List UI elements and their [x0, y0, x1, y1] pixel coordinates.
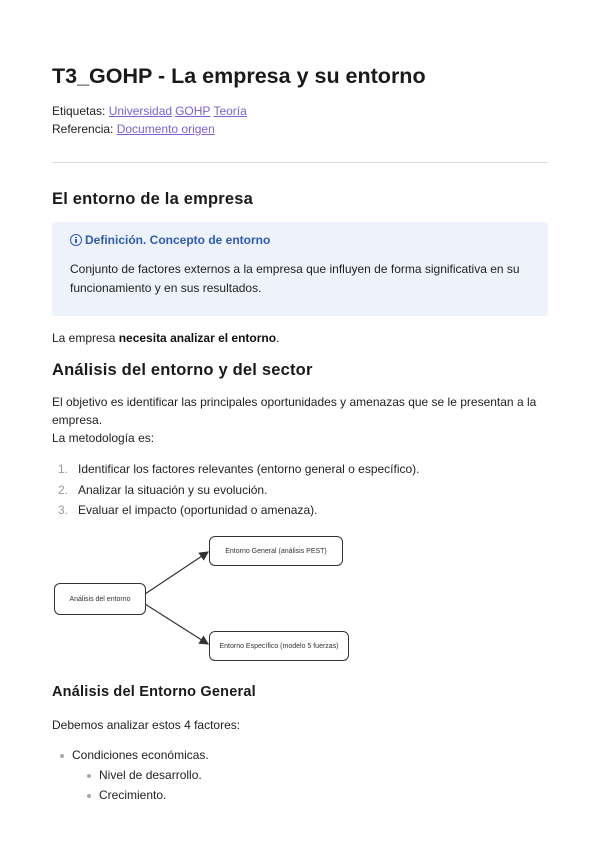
list-item: Condiciones económicas. — [72, 748, 209, 762]
sentence-suffix: . — [276, 331, 280, 345]
definition-callout — [52, 222, 548, 316]
callout-title — [70, 233, 270, 247]
tag-link-gohp[interactable]: GOHP — [175, 104, 211, 118]
list-item: 2. Analizar la situación y su evolución. — [58, 483, 268, 497]
info-icon — [70, 234, 82, 246]
tag-link-teoria[interactable]: Teoría — [213, 104, 247, 118]
tag-link-universidad[interactable]: Universidad — [108, 104, 173, 118]
section-heading-entorno-general: Análisis del Entorno General — [52, 684, 256, 700]
bullet — [87, 774, 91, 778]
list-item: Crecimiento. — [99, 788, 166, 802]
factors-paragraph: Debemos analizar estos 4 factores: — [52, 718, 241, 732]
list-item: 3. Evaluar el impacto (oportunidad o amenaza). — [58, 503, 318, 517]
sentence-bold: necesita analizar el entorno — [118, 331, 277, 345]
objective-paragraph: El objetivo es identificar las principales oportunidades y amenazas que se le presentan a la empresa. — [52, 395, 537, 427]
bullet — [87, 794, 91, 798]
entorno-diagram — [52, 530, 362, 665]
method-paragraph: La metodología es: — [52, 431, 155, 445]
arrow-to-especifico — [145, 604, 208, 644]
section-heading-entorno: El entorno de la empresa — [52, 190, 254, 208]
node-entorno-general: Entorno General (análisis PEST) — [209, 536, 343, 566]
list-item: 1. Identificar los factores relevantes (entorno general o específico). — [58, 462, 420, 476]
node-entorno-especifico: Entorno Específico (modelo 5 fuerzas) — [209, 631, 349, 661]
list-item: Nivel de desarrollo. — [99, 768, 202, 782]
page-title: T3_GOHP - La empresa y su entorno — [52, 64, 426, 88]
tags-label: Etiquetas: — [52, 104, 106, 118]
callout-body: Conjunto de factores externos a la empresa que influyen de forma significativa en su funcionamiento y en sus resultados. — [70, 262, 520, 295]
reference-link[interactable]: Documento origen — [116, 122, 215, 136]
arrow-to-general — [145, 552, 208, 594]
tags-line — [52, 104, 250, 118]
node-analisis-entorno: Análisis del entorno — [54, 583, 146, 615]
entorno-sentence — [52, 329, 548, 347]
sentence-prefix: La empresa — [52, 331, 119, 345]
reference-label: Referencia: — [52, 122, 114, 136]
section-heading-analisis: Análisis del entorno y del sector — [52, 361, 313, 379]
bullet — [60, 754, 64, 758]
reference-line — [52, 122, 218, 136]
callout-title-text: Definición. Concepto de entorno — [85, 233, 271, 247]
divider — [52, 162, 548, 163]
